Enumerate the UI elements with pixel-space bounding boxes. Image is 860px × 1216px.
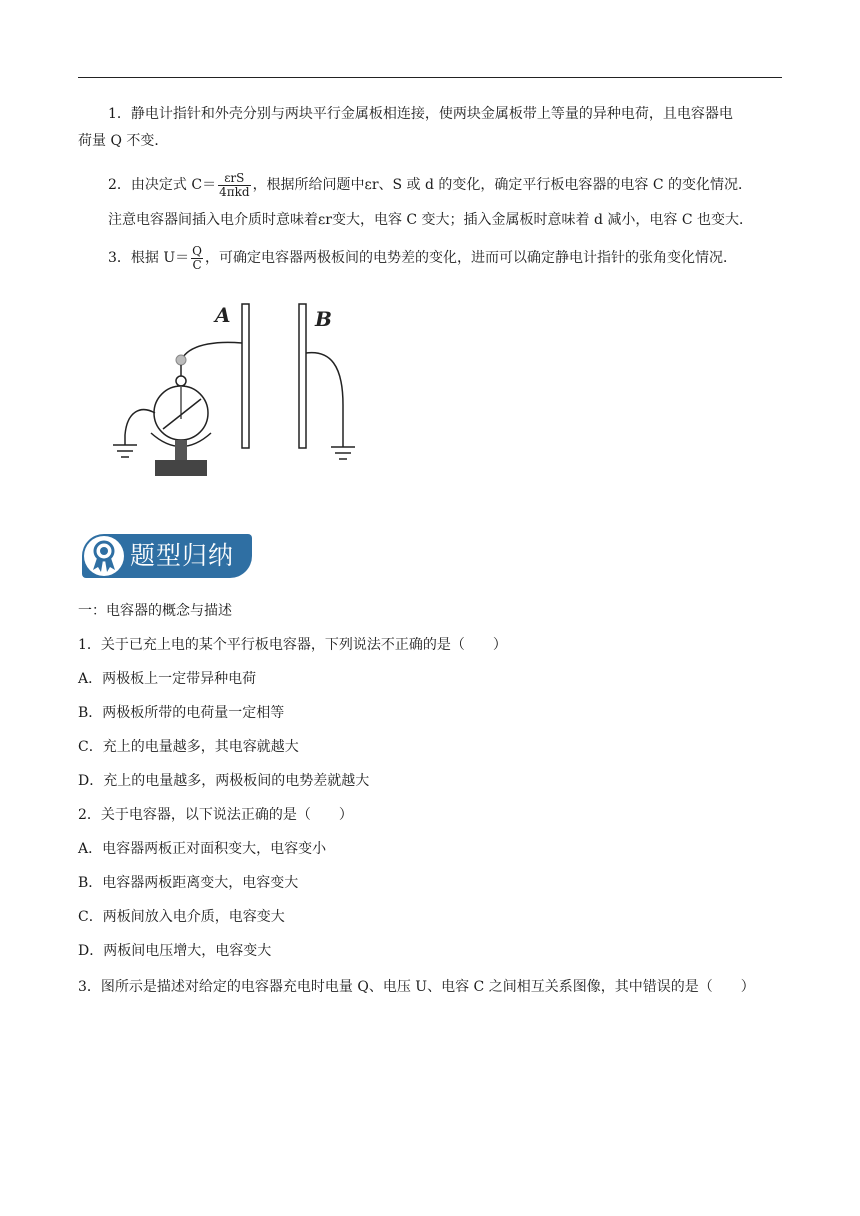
formula-denominator: C — [192, 257, 202, 272]
plate-a — [242, 304, 249, 448]
note-2-suffix: ，根据所给问题中εr、S 或 d 的变化，确定平行板电容器的电容 C 的变化情况． — [252, 177, 753, 193]
electrometer-knob — [176, 355, 186, 365]
formula-numerator: Q — [192, 243, 202, 258]
question-3-stem: 3．图所示是描述对给定的电容器充电时电量 Q、电压 U、电容 C 之间相互关系图像，其中错误的是（ ） — [78, 979, 755, 995]
wire-a — [183, 342, 242, 357]
note-2-remark: 注意电容器间插入电介质时意味着εr变大，电容 C 变大；插入金属板时意味着 d 减小，电容 C 也变大． — [108, 212, 754, 228]
ground-wire-left — [125, 410, 155, 445]
question-2-stem: 2．关于电容器，以下说法正确的是（ ） — [78, 807, 353, 823]
plate-b-label: B — [315, 307, 332, 331]
formula-denominator: 4πkd — [219, 184, 250, 199]
question-2-option-b: B．电容器两板距离变大，电容变大 — [78, 875, 299, 891]
electrometer-terminal — [176, 376, 186, 386]
award-badge-icon — [84, 536, 124, 576]
note-2-prefix: 2．由决定式 C＝ — [108, 177, 217, 193]
question-1-option-c: C．充上的电量越多，其电容就越大 — [78, 739, 299, 755]
question-2-option-a: A．电容器两板正对面积变大，电容变小 — [78, 841, 327, 857]
electrometer-base — [155, 460, 207, 476]
question-2-option-c: C．两板间放入电介质，电容变大 — [78, 909, 285, 925]
section-banner — [82, 534, 252, 578]
note-2 — [108, 168, 752, 202]
formula-numerator: εrS — [218, 172, 250, 186]
question-1-option-b: B．两极板所带的电荷量一定相等 — [78, 705, 285, 721]
wire-b — [306, 353, 343, 447]
note-1-line-1: 1．静电计指针和外壳分别与两块平行金属板相连接，使两块金属板带上等量的异种电荷，且电容器电 — [108, 106, 733, 122]
electrometer-stand — [175, 440, 187, 460]
header-rule — [78, 77, 782, 78]
question-1-stem: 1．关于已充上电的某个平行板电容器，下列说法不正确的是（ ） — [78, 637, 507, 653]
question-2-option-d: D．两板间电压增大，电容变大 — [78, 943, 272, 959]
note-3 — [108, 242, 737, 274]
plate-a-label: A — [215, 303, 231, 327]
section-heading: 一：电容器的概念与描述 — [78, 603, 232, 619]
note-1-line-2: 荷量 Q 不变． — [78, 133, 169, 149]
formula-capacitance — [218, 172, 250, 199]
note-3-suffix: ，可确定电容器两极板间的电势差的变化，进而可以确定静电计指针的张角变化情况． — [205, 250, 737, 266]
note-3-prefix: 3．根据 U＝ — [108, 250, 190, 266]
plate-b — [299, 304, 306, 448]
question-1-option-d: D．充上的电量越多，两极板间的电势差就越大 — [78, 773, 370, 789]
question-1-option-a: A．两极板上一定带异种电荷 — [78, 671, 257, 687]
electrometer-figure — [105, 295, 365, 485]
banner-title: 题型归纳 — [130, 541, 235, 570]
formula-voltage — [191, 245, 203, 272]
